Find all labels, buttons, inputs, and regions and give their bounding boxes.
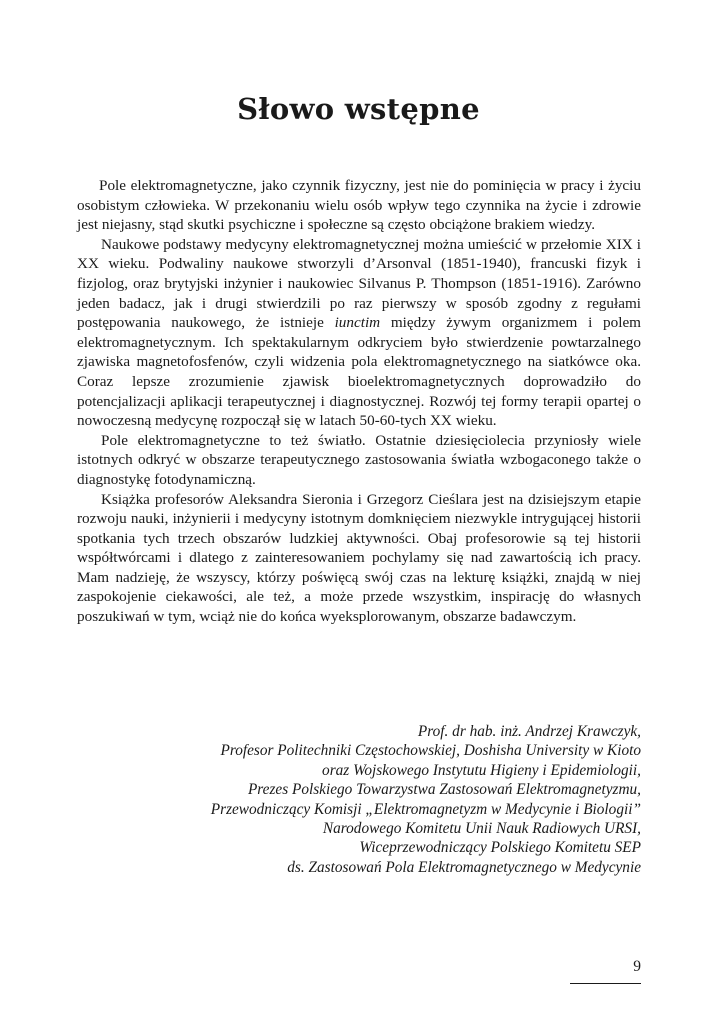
signature-line-2: Profesor Politechniki Częstochowskiej, Doshisha University w Kioto: [220, 742, 641, 760]
signature-line-3: oraz Wojskowego Instytutu Higieny i Epidemiologii,: [322, 761, 641, 779]
signature-line-1: Prof. dr hab. inż. Andrzej Krawczyk,: [417, 723, 641, 740]
signature-line-4: Prezes Polskiego Towarzystwa Zastosowań Elektromagnetyzmu,: [247, 781, 641, 799]
paragraph-2-text-a: Naukowe podstawy medycyny elektromagnetycznej można umieścić w przełomie XIX i XX wieku. Podwaliny naukowe stworzyli d’Arsonval (1851-1940), francuski fizyk i fizjolog, oraz brytyjski inżynier i naukowiec Silvanus P. Thompson (1851-1916). Zarówno jeden badacz, jak i drugi stwierdzili po raz pierwszy w sposób zgodny z regułami postępowania naukowego, że istnieje: [77, 235, 641, 332]
page-number: 9: [633, 958, 641, 975]
signature-line-5: Przewodniczący Komisji „Elektromagnetyzm w Medycynie i Biologii”: [210, 800, 641, 818]
paragraph-3: Pole elektromagnetyczne to też światło. Ostatnie dziesięciolecia przyniosły wiele istotnych odkryć w obszarze terapeutycznego zastosowania światła wzbogaconego także o diagnostykę fotodynamiczną.: [77, 431, 641, 488]
paragraph-2-italic-term: iunctim: [334, 314, 381, 332]
paragraph-4: Książka profesorów Aleksandra Sieronia i Grzegorz Cieślara jest na dzisiejszym etapie rozwoju nauki, inżynierii i medycyny istotnym domknięciem niezwykle intrygującej historii spotkania tych trzech obszarów ludzkiej aktywności. Obaj profesorowie są tej historii współtwórcami i dlatego z zainteresowaniem pochylamy się nad zawartością ich pracy. Mam nadzieję, że wszyscy, którzy poświęcą swój czas na lekturę książki, znajdą w niej zaspokojenie ciekawości, ale też, a może przede wszystkim, inspirację do własnych poszukiwań w tym, wciąż nie do końca wyeksplorowanym, obszarze badawczym.: [77, 490, 641, 626]
paragraph-1: Pole elektromagnetyczne, jako czynnik fizyczny, jest nie do pominięcia w pracy i życiu osobistym człowieka. W przekonaniu wielu osób wpływ tego czynnika na życie i zdrowie jest niejasny, stąd skutki psychiczne i społeczne są często obciążone brakiem wiedzy.: [77, 177, 641, 234]
signature-line-6: Narodowego Komitetu Unii Nauk Radiowych URSI,: [322, 820, 641, 838]
author-signature: [120, 722, 641, 877]
footer-rule: [570, 983, 641, 984]
preface-body: [77, 176, 641, 627]
paragraph-2-text-b: między żywym organizmem i polem elektromagnetycznym. Ich spektakularnym odkryciem było stwierdzenie powtarzalnego zjawiska magnetofosfenów, czyli widzenia pola elektromagnetycznego na siatkówce oka. Coraz lepsze zrozumienie zjawisk bioelektromagnetycznych doprowadziło do potencjalizacji aplikacji terapeutycznej i diagnostycznej. Rozwój tej formy terapii opartej o nowoczesną medycynę rozpoczął się w latach 50-60-tych XX wieku.: [77, 314, 641, 430]
paragraph-2: [77, 235, 641, 431]
signature-line-7: Wiceprzewodniczący Polskiego Komitetu SEP: [359, 839, 641, 857]
signature-line-8: ds. Zastosowań Pola Elektromagnetycznego w Medycynie: [287, 858, 641, 876]
page-title: Słowo wstępne: [237, 92, 480, 126]
